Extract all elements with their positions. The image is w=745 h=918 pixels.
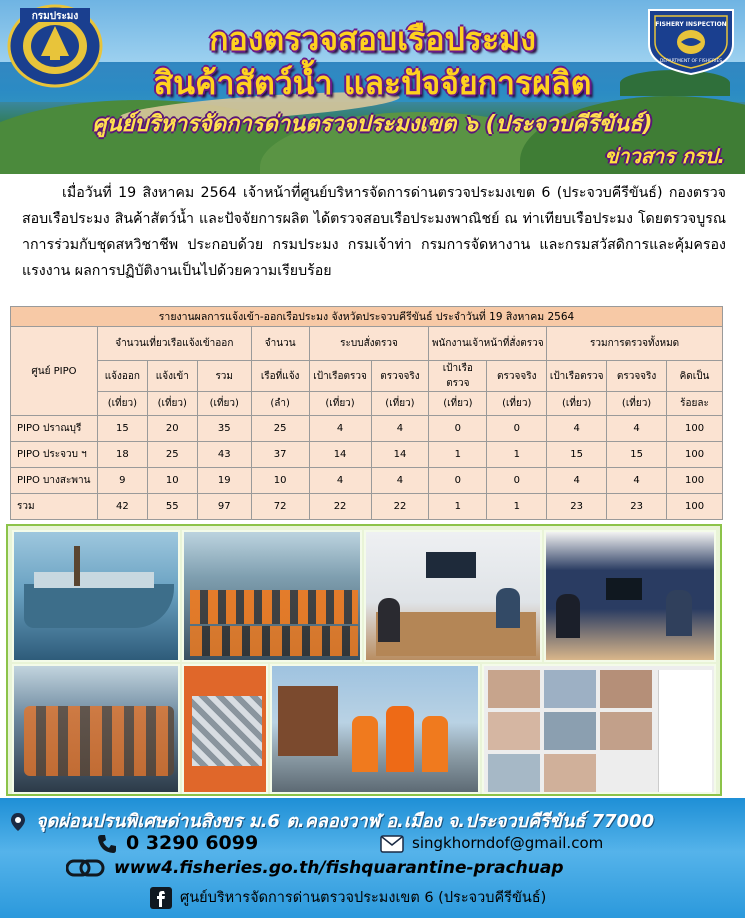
table-cell: 9 <box>97 468 147 494</box>
table-cell: 10 <box>147 468 197 494</box>
header-center: ศูนย์ PIPO <box>11 327 98 416</box>
photo-inspectors-on-pier <box>270 664 480 794</box>
table-cell: 43 <box>197 442 251 468</box>
table-cell: 72 <box>251 494 309 520</box>
table-cell: 23 <box>607 494 667 520</box>
subheader-target: เป้าเรือตรวจ <box>429 361 487 392</box>
table-cell: 100 <box>667 416 723 442</box>
header-staff-order: พนักงานเจ้าหน้าที่สั่งตรวจ <box>429 327 547 361</box>
banner-title-line2: สินค้าสัตว์น้ำ และปัจจัยการผลิต <box>153 64 592 102</box>
table-caption: รายงานผลการแจ้งเข้า-ออกเรือประมง จังหวัดประจวบคีรีขันธ์ ประจำวันที่ 19 สิงหาคม 2564 <box>11 307 723 327</box>
table-cell: 15 <box>97 416 147 442</box>
svg-text:DEPARTMENT OF FISHERIES: DEPARTMENT OF FISHERIES <box>659 59 723 64</box>
header-order-system: ระบบสั่งตรวจ <box>309 327 429 361</box>
table-cell: 4 <box>371 416 429 442</box>
unit-percent: ร้อยละ <box>667 392 723 416</box>
subheader-boats: เรือที่แจ้ง <box>251 361 309 392</box>
unit-trip: (เที่ยว) <box>547 392 607 416</box>
table-cell: 100 <box>667 494 723 520</box>
table-cell: 18 <box>97 442 147 468</box>
table-cell: 14 <box>309 442 371 468</box>
row-center-name: PIPO ปราณบุรี <box>11 416 98 442</box>
unit-trip: (เที่ยว) <box>371 392 429 416</box>
table-row <box>11 416 723 442</box>
table-cell: 4 <box>309 468 371 494</box>
table-cell: 35 <box>197 416 251 442</box>
phone-icon <box>96 833 118 855</box>
table-cell: 55 <box>147 494 197 520</box>
table-cell: 4 <box>371 468 429 494</box>
unit-trip: (เที่ยว) <box>487 392 547 416</box>
table-row <box>11 468 723 494</box>
table-cell: 4 <box>547 468 607 494</box>
web-link-icon <box>66 858 106 878</box>
subheader-actual: ตรวจจริง <box>371 361 429 392</box>
table-cell: 4 <box>607 468 667 494</box>
footer-address <box>8 806 745 835</box>
header-banner <box>0 0 745 174</box>
svg-text:FISHERY INSPECTION: FISHERY INSPECTION <box>655 21 727 28</box>
subheader-out: แจ้งออก <box>97 361 147 392</box>
footer-website-text[interactable]: www4.fisheries.go.th/fishquarantine-prachuap <box>114 858 564 878</box>
row-center-name: PIPO ประจวบ ฯ <box>11 442 98 468</box>
unit-trip: (เที่ยว) <box>607 392 667 416</box>
table-cell: 23 <box>547 494 607 520</box>
table-cell: 37 <box>251 442 309 468</box>
subheader-in: แจ้งเข้า <box>147 361 197 392</box>
table-cell: 25 <box>251 416 309 442</box>
table-total-row <box>11 494 723 520</box>
table-cell: 1 <box>429 494 487 520</box>
table-cell: 22 <box>309 494 371 520</box>
email-icon <box>380 835 404 853</box>
footer-facebook-text[interactable]: ศูนย์บริหารจัดการด่านตรวจประมงเขต 6 (ประจวบคีรีขันธ์) <box>180 890 547 906</box>
table-cell: 1 <box>487 494 547 520</box>
subheader-percent: คิดเป็น <box>667 361 723 392</box>
unit-trip: (เที่ยว) <box>429 392 487 416</box>
photo-crew-line <box>182 530 362 662</box>
subheader-sum: รวม <box>197 361 251 392</box>
table-cell: 1 <box>429 442 487 468</box>
photo-boat-hull <box>12 530 180 662</box>
banner-subtitle: ศูนย์บริหารจัดการด่านตรวจประมงเขต ๖ (ประจวบคีรีขันธ์) <box>92 112 653 137</box>
unit-trip: (เที่ยว) <box>97 392 147 416</box>
row-center-name: PIPO บางสะพาน <box>11 468 98 494</box>
footer-website <box>66 858 745 878</box>
news-paragraph-text: เมื่อวันที่ 19 สิงหาคม 2564 เจ้าหน้าที่ศูนย์บริหารจัดการด่านตรวจประมงเขต 6 (ประจวบคีรีขันธ์) กองตรวจสอบเรือประมง สินค้าสัตว์น้ำ และปัจจัยการผลิต ได้ตรวจสอบเรือประมงพาณิชย์ ณ ท่าเทียบเรือประมง โดยตรวจบูรณาการร่วมกับชุดสหวิชาชีพ ประกอบด้วย กรมประมง กรมเจ้าท่า กรมการจัดหางาน และกรมสวัสดิการและคุ้มครองแรงงาน ผลการปฏิบัติงานเป็นไปด้วยความเรียบร้อย <box>22 185 726 279</box>
table-cell: 10 <box>251 468 309 494</box>
unit-trip: (เที่ยว) <box>147 392 197 416</box>
unit-boat: (ลำ) <box>251 392 309 416</box>
table-cell: 15 <box>547 442 607 468</box>
table-cell: 0 <box>429 468 487 494</box>
table-cell: 100 <box>667 468 723 494</box>
table-cell: 97 <box>197 494 251 520</box>
row-center-name: รวม <box>11 494 98 520</box>
table-cell: 0 <box>487 416 547 442</box>
footer-facebook <box>150 886 745 909</box>
table-cell: 42 <box>97 494 147 520</box>
header-count: จำนวน <box>251 327 309 361</box>
facebook-icon <box>150 887 172 909</box>
news-paragraph <box>22 180 726 284</box>
banner-news-label: ข่าวสาร กรป. <box>604 144 725 168</box>
contact-footer <box>0 798 745 918</box>
subheader-target: เป้าเรือตรวจ <box>309 361 371 392</box>
footer-email <box>380 834 745 853</box>
photo-video-conference <box>482 664 716 794</box>
photo-crew-on-deck <box>12 664 180 794</box>
unit-trip: (เที่ยว) <box>197 392 251 416</box>
table-cell: 4 <box>607 416 667 442</box>
table-cell: 14 <box>371 442 429 468</box>
footer-phone-text: 0 3290 6099 <box>126 832 259 854</box>
location-pin-icon <box>8 812 28 832</box>
svg-text:กรมประมง: กรมประมง <box>31 11 79 22</box>
photo-monitoring-room <box>544 530 716 662</box>
table-body <box>11 416 723 520</box>
subheader-actual: ตรวจจริง <box>487 361 547 392</box>
table-cell: 1 <box>487 442 547 468</box>
header-total-inspection: รวมการตรวจทั้งหมด <box>547 327 723 361</box>
table-cell: 15 <box>607 442 667 468</box>
table-cell: 19 <box>197 468 251 494</box>
pipo-report-table <box>10 306 723 520</box>
photo-collage <box>6 524 722 796</box>
subheader-target: เป้าเรือตรวจ <box>547 361 607 392</box>
header-trips: จำนวนเที่ยวเรือแจ้งเข้าออก <box>97 327 251 361</box>
table-cell: 20 <box>147 416 197 442</box>
table-cell: 0 <box>487 468 547 494</box>
footer-address-text: จุดผ่อนปรนพิเศษด่านสิงขร ม.6 ต.คลองวาฬ อ.เมือง จ.ประจวบคีรีขันธ์ 77000 <box>36 811 655 832</box>
photo-office-meeting <box>364 530 542 662</box>
table-cell: 22 <box>371 494 429 520</box>
table-row <box>11 442 723 468</box>
banner-title-line1: กองตรวจสอบเรือประมง <box>209 20 536 58</box>
table-cell: 4 <box>547 416 607 442</box>
photo-fish-catch <box>182 664 268 794</box>
table-cell: 0 <box>429 416 487 442</box>
table-cell: 25 <box>147 442 197 468</box>
table-cell: 4 <box>309 416 371 442</box>
unit-trip: (เที่ยว) <box>309 392 371 416</box>
footer-email-text[interactable]: singkhorndof@gmail.com <box>412 834 604 852</box>
subheader-actual: ตรวจจริง <box>607 361 667 392</box>
table-cell: 100 <box>667 442 723 468</box>
